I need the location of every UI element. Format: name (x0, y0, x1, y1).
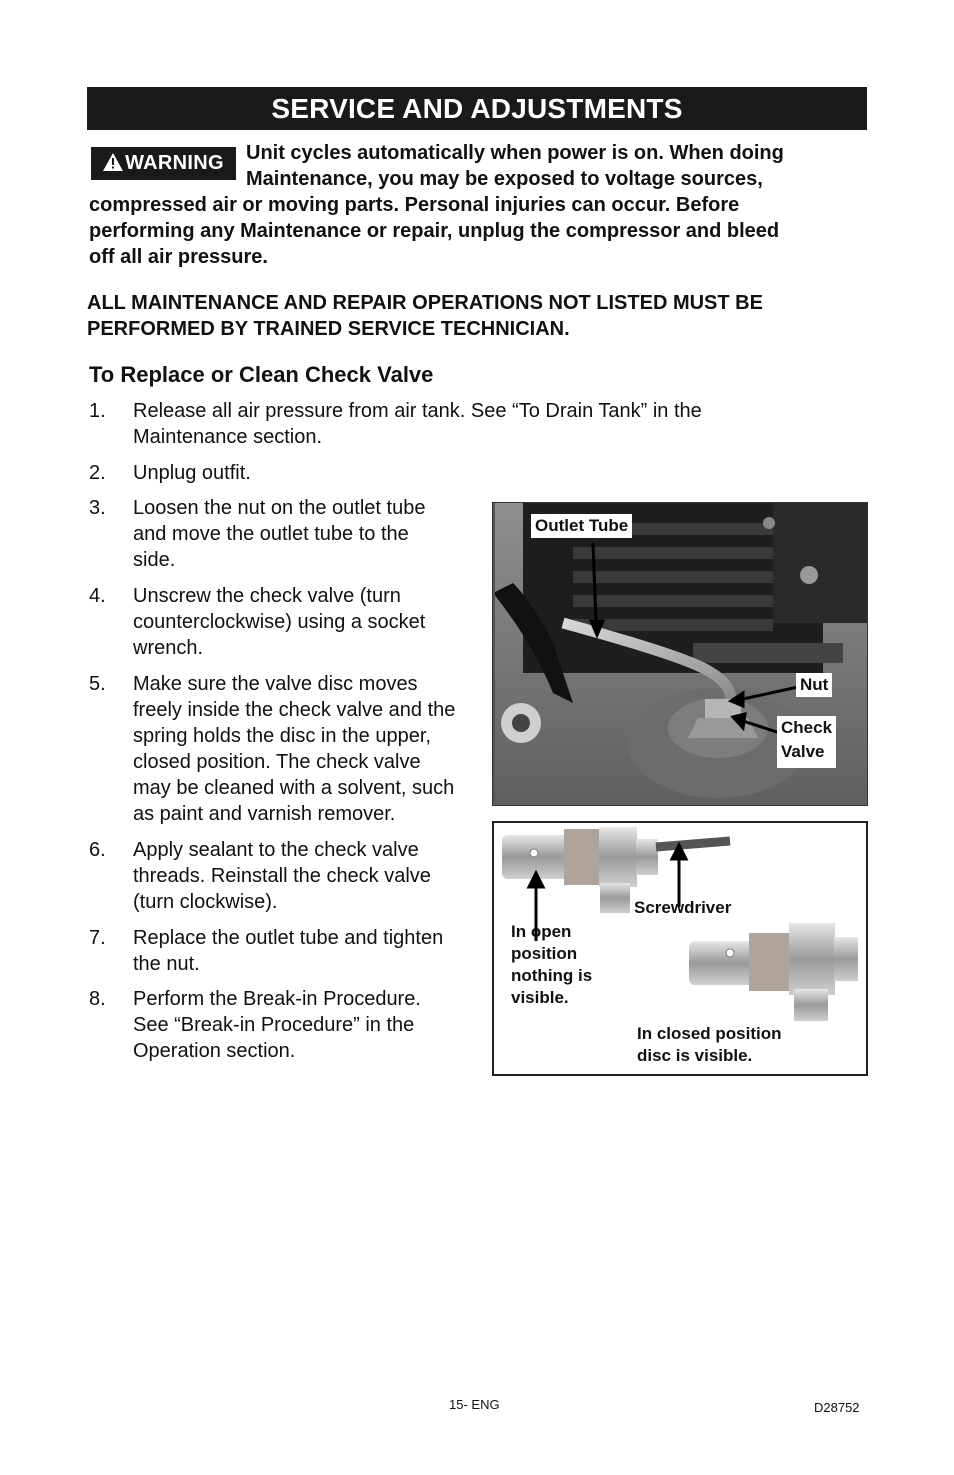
step-line: Loosen the nut on the outlet tube (133, 497, 426, 519)
warning-text-line: Unit cycles automatically when power is on. When doing (246, 142, 784, 164)
step-line: threads. Reinstall the check valve (133, 865, 431, 887)
document-code: D28752 (814, 1400, 860, 1415)
step-line: may be cleaned with a solvent, such (133, 777, 455, 799)
closed-position-label-line: In closed position (637, 1024, 782, 1043)
valve-positions-figure (492, 821, 868, 1076)
page-title-banner (87, 87, 867, 130)
warning-text-line: off all air pressure. (89, 246, 268, 268)
section-title: To Replace or Clean Check Valve (89, 362, 434, 387)
step-number: 6. (89, 839, 106, 861)
outlet-tube-label: Outlet Tube (531, 514, 632, 538)
step-line: Maintenance section. (133, 426, 323, 448)
page-number: 15- ENG (449, 1397, 500, 1412)
step-line: Operation section. (133, 1040, 296, 1062)
step-line: freely inside the check valve and the (133, 699, 456, 721)
closed-position-label (637, 1023, 782, 1067)
step-line: as paint and varnish remover. (133, 803, 396, 825)
check-valve-label-line: Check (781, 718, 833, 737)
step-line: closed position. The check valve (133, 751, 421, 773)
check-valve-label-line: Valve (781, 742, 825, 761)
check-valve-photo (492, 502, 868, 806)
step-line: wrench. (133, 637, 204, 659)
step-line: Apply sealant to the check valve (133, 839, 419, 861)
open-position-label-line: position (511, 944, 578, 963)
closed-position-label-line: disc is visible. (637, 1046, 753, 1065)
warning-badge-label: WARNING (125, 152, 224, 174)
step-line: the nut. (133, 953, 200, 975)
step-line: Perform the Break-in Procedure. (133, 988, 421, 1010)
step-line: spring holds the disc in the upper, (133, 725, 431, 747)
step-number: 2. (89, 462, 106, 484)
step-number: 5. (89, 673, 106, 695)
nut-label: Nut (796, 673, 832, 697)
open-position-label-line: In open (511, 922, 572, 941)
step-line: Unplug outfit. (133, 462, 251, 484)
step-line: See “Break-in Procedure” in the (133, 1014, 415, 1036)
step-line: Replace the outlet tube and tighten (133, 927, 444, 949)
open-position-label (511, 921, 592, 1009)
check-valve-label (777, 716, 836, 768)
step-number: 1. (89, 400, 106, 422)
step-line: counterclockwise) using a socket (133, 611, 426, 633)
step-line: (turn clockwise). (133, 891, 278, 913)
screwdriver-label: Screwdriver (634, 898, 732, 917)
step-number: 3. (89, 497, 106, 519)
step-line: and move the outlet tube to the (133, 523, 409, 545)
warning-triangle-icon (103, 153, 123, 171)
step-number: 4. (89, 585, 106, 607)
step-line: side. (133, 549, 176, 571)
step-line: Make sure the valve disc moves (133, 673, 418, 695)
step-number: 7. (89, 927, 106, 949)
open-position-label-line: nothing is (511, 966, 593, 985)
step-line: Release all air pressure from air tank. See “To Drain Tank” in the (133, 400, 702, 422)
warning-text-line: Maintenance, you may be exposed to voltage sources, (246, 168, 763, 190)
open-position-label-line: visible. (511, 988, 569, 1007)
step-number: 8. (89, 988, 106, 1010)
warning-text-line: performing any Maintenance or repair, unplug the compressor and bleed (89, 220, 780, 242)
notice-line: ALL MAINTENANCE AND REPAIR OPERATIONS NOT LISTED MUST BE (87, 292, 763, 314)
page-title: SERVICE AND ADJUSTMENTS (271, 93, 683, 124)
warning-text-line: compressed air or moving parts. Personal injuries can occur. Before (89, 194, 740, 216)
step-line: Unscrew the check valve (turn (133, 585, 401, 607)
warning-badge (91, 147, 236, 180)
notice-line: PERFORMED BY TRAINED SERVICE TECHNICIAN. (87, 318, 570, 340)
